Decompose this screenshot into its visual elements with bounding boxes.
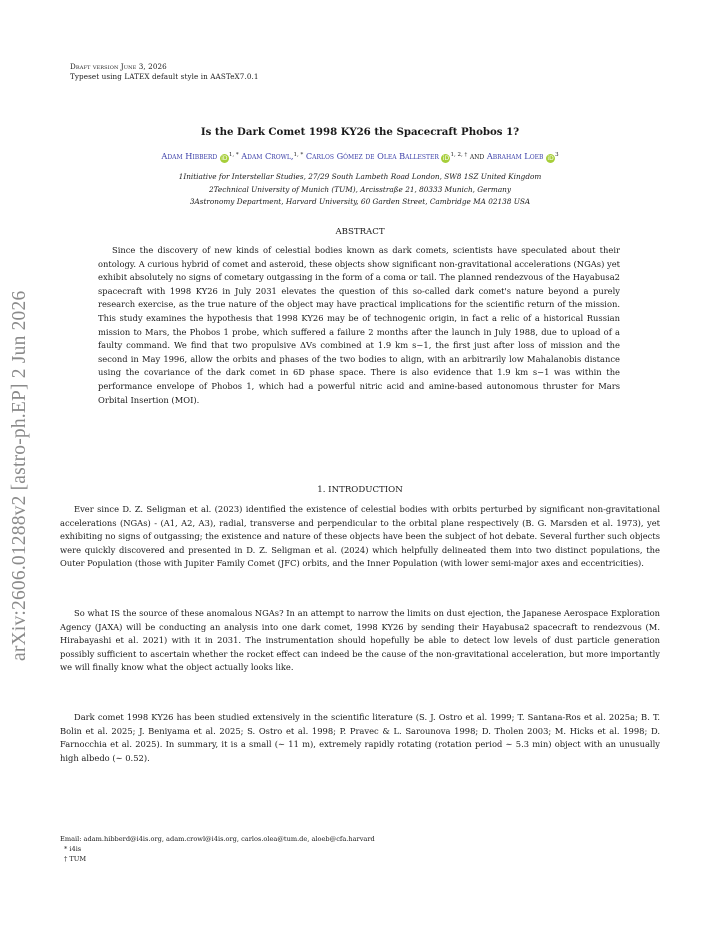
author-affil-marker: 1, * <box>293 152 304 158</box>
orcid-icon[interactable]: iD <box>442 155 450 162</box>
author-affil-marker: 3 <box>555 152 559 158</box>
affiliation-list <box>0 171 720 209</box>
abstract-heading: ABSTRACT <box>335 227 385 237</box>
orcid-icon[interactable]: iD <box>221 155 228 162</box>
footnote-dagger: † TUM <box>64 855 87 863</box>
orcid-icon[interactable]: iD <box>547 155 554 162</box>
affiliation: 3Astronomy Department, Harvard University, 60 Garden Street, Cambridge MA 02138 USA <box>189 197 531 206</box>
intro-paragraph: So what IS the source of these anomalous NGAs? In an attempt to narrow the limits on dust ejection, the Japanese Aerospace Exploration Agency (JAXA) will be conducting an analysis into one dark comet, 1998 KY26 by sending their Hayabusa2 spacecraft to rendezvous (M. Hirabayashi et al. 2021) with it in 2031. The instrumentation should hopefully be able to detect low levels of dust particle generation possibly sufficient to ascertain whether the rocket effect can indeed be the cause of the non-gravitational acceleration, but more importantly we will finally know what the object actually looks like. <box>60 608 660 673</box>
author-name[interactable]: Abraham Loeb <box>486 151 544 161</box>
affiliation: 1Initiative for Interstellar Studies, 27/29 South Lambeth Road London, SW8 1SZ United Kingdom <box>178 172 542 181</box>
paper-title: Is the Dark Comet 1998 KY26 the Spacecraft Phobos 1? <box>200 126 520 138</box>
email-footnote: Email: adam.hibberd@i4is.org, adam.crowl@i4is.org, carlos.olea@tum.de, aloeb@cfa.harvard <box>60 835 375 843</box>
intro-paragraph: Ever since D. Z. Seligman et al. (2023) identified the existence of celestial bodies with orbits perturbed by significant non-gravitational accelerations (NGAs) - (A1, A2, A3), radial, transverse and perpendicular to the orbital plane respectively (B. G. Marsden et al. 1973), yet exhibiting no signs of outgassing; the existence and nature of these objects have been the subject of hot debate. Several further such objects were quickly discovered and presented in D. Z. Seligman et al. (2024) which helpfully delineated them into two distinct populations, the Outer Population (those with Jupiter Family Comet (JFC) orbits, and the Inner Population (with lower semi-major axes and eccentricities). <box>60 504 660 569</box>
author-name[interactable]: Carlos Gómez de Olea Ballester <box>305 151 439 161</box>
footnotes <box>60 834 375 864</box>
arxiv-sidebar-id: arXiv:2606.01288v2 [astro-ph.EP] 2 Jun 2026 <box>9 290 30 661</box>
footnote-star: * i4is <box>64 845 82 853</box>
author-list <box>60 151 660 163</box>
author-affil-marker: 1, * <box>228 152 239 158</box>
draft-header <box>70 62 259 82</box>
author-and: and <box>469 151 485 161</box>
author-name[interactable]: Adam Crowl, <box>241 151 294 161</box>
draft-version-line: Draft version June 3, 2026 <box>70 62 167 71</box>
abstract-text: Since the discovery of new kinds of celestial bodies known as dark comets, scientists have speculated about their ontology. A curious hybrid of comet and asteroid, these objects show significant non-gravitational accelerations (NGAs) yet exhibit absolutely no signs of cometary outgassing in the form of a coma or tail. The planned rendezvous of the Hayabusa2 spacecraft with 1998 KY26 in July 2031 elevates the question of this so-called dark comet's nature beyond a purely research exercise, as the true nature of the object may have practical implications for the scientific return of the mission. This study examines the hypothesis that 1998 KY26 may be of technogenic origin, in fact a relic of a historical Russian mission to Mars, the Phobos 1 probe, which suffered a failure 2 months after the launch in July 1988, due to upload of a faulty command. We find that two propulsive ΔVs combined at 1.9 km s−1, the first just after loss of mission and the second in May 1996, allow the orbits and phases of the two bodies to align, with an arbitrarily low Mahalanobis distance using the covariance of the dark comet in 6D phase space. There is also evidence that 1.9 km s−1 was within the performance envelope of Phobos 1, which had a powerful nitric acid and amine-based autonomous thruster for Mars Orbital Insertion (MOI). <box>98 245 620 405</box>
affiliation: 2Technical University of Munich (TUM), Arcisstraße 21, 80333 Munich, Germany <box>208 184 512 194</box>
typeset-line: Typeset using LATEX default style in AASTeX7.0.1 <box>70 72 259 81</box>
author-affil-marker: 1, 2, † <box>450 152 468 158</box>
author-name[interactable]: Adam Hibberd <box>161 151 218 161</box>
section-heading-introduction: 1. INTRODUCTION <box>317 485 403 495</box>
intro-paragraph: Dark comet 1998 KY26 has been studied extensively in the scientific literature (S. J. Ostro et al. 1999; T. Santana-Ros et al. 2025a; B. T. Bolin et al. 2025; J. Beniyama et al. 2025; S. Ostro et al. 1998; P. Pravec & L. Sarounova 1998; D. Tholen 2003; M. Hicks et al. 1998; D. Farnocchia et al. 2025). In summary, it is a small (∼ 11 m), extremely rapidly rotating (rotation period ∼ 5.3 min) object with an unusually high albedo (∼ 0.52). <box>60 712 660 763</box>
